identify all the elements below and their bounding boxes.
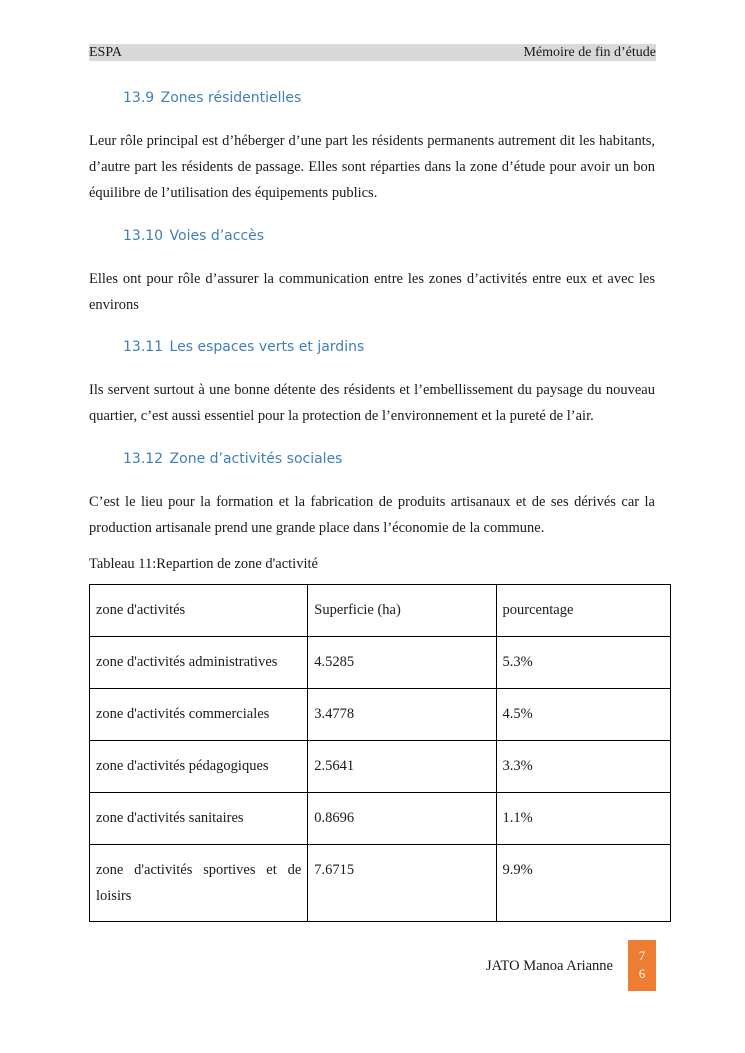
table-cell: 5.3% [496, 637, 670, 689]
section-title: Zone d’activités sociales [169, 451, 343, 467]
table-cell: zone d'activités sanitaires [90, 793, 308, 845]
section-heading-social-activities [123, 450, 342, 468]
section-title: Zones résidentielles [160, 90, 302, 106]
table-cell: 7.6715 [308, 845, 496, 922]
table-row [90, 793, 671, 845]
table-cell: zone d'activités commerciales [90, 689, 308, 741]
page-header [89, 44, 656, 61]
table-cell: 9.9% [496, 845, 670, 922]
table-cell: zone d'activités sportives et de loisirs [90, 845, 308, 922]
page-number-badge [628, 940, 656, 991]
table-cell: 3.4778 [308, 689, 496, 741]
table-caption: Tableau 11:Repartion de zone d'activité [89, 556, 318, 572]
table-row [90, 637, 671, 689]
page-number-digit: 6 [638, 966, 646, 981]
section-number: 13.11 [123, 339, 164, 355]
section-title: Les espaces verts et jardins [169, 339, 365, 355]
table-cell: 4.5285 [308, 637, 496, 689]
table-cell: 3.3% [496, 741, 670, 793]
section-paragraph: C’est le lieu pour la formation et la fabrication de produits artisanaux et de ses dérivés car la production artisanale prend une grande place dans l’économie de la commune. [89, 494, 655, 536]
table-header-row [90, 585, 671, 637]
section-number: 13.10 [123, 228, 164, 244]
section-heading-residential [123, 89, 301, 107]
footer-author: JATO Manoa Arianne [486, 958, 613, 974]
column-header: zone d'activités [90, 585, 308, 637]
table-cell: 0.8696 [308, 793, 496, 845]
section-paragraph: Ils servent surtout à une bonne détente des résidents et l’embellissement du paysage du nouveau quartier, c’est aussi essentiel pour la protection de l’environnement et la pureté de l’air. [89, 382, 655, 424]
section-number: 13.12 [123, 451, 164, 467]
table-cell: zone d'activités administratives [90, 637, 308, 689]
table-cell: 1.1% [496, 793, 670, 845]
column-header: Superficie (ha) [308, 585, 496, 637]
section-heading-green-spaces [123, 338, 364, 356]
header-school: ESPA [89, 45, 122, 60]
activity-zones-table [89, 584, 671, 922]
table-cell: 2.5641 [308, 741, 496, 793]
table-row [90, 845, 671, 922]
table-cell: 4.5% [496, 689, 670, 741]
section-heading-access-roads [123, 227, 264, 245]
section-paragraph: Leur rôle principal est d’héberger d’une part les résidents permanents autrement dit les habitants, d’autre part les résidents de passage. Elles sont réparties dans la zone d’étude pour avoir un bon équilibre de l’utilisation des équipements publics. [89, 133, 655, 201]
column-header: pourcentage [496, 585, 670, 637]
table-row [90, 689, 671, 741]
table-row [90, 741, 671, 793]
section-paragraph: Elles ont pour rôle d’assurer la communication entre les zones d’activités entre eux et avec les environs [89, 271, 655, 313]
section-title: Voies d’accès [169, 228, 265, 244]
header-doc-title: Mémoire de fin d’étude [523, 45, 656, 60]
page-number-digit: 7 [638, 948, 646, 963]
section-number: 13.9 [123, 90, 155, 106]
table-cell: zone d'activités pédagogiques [90, 741, 308, 793]
